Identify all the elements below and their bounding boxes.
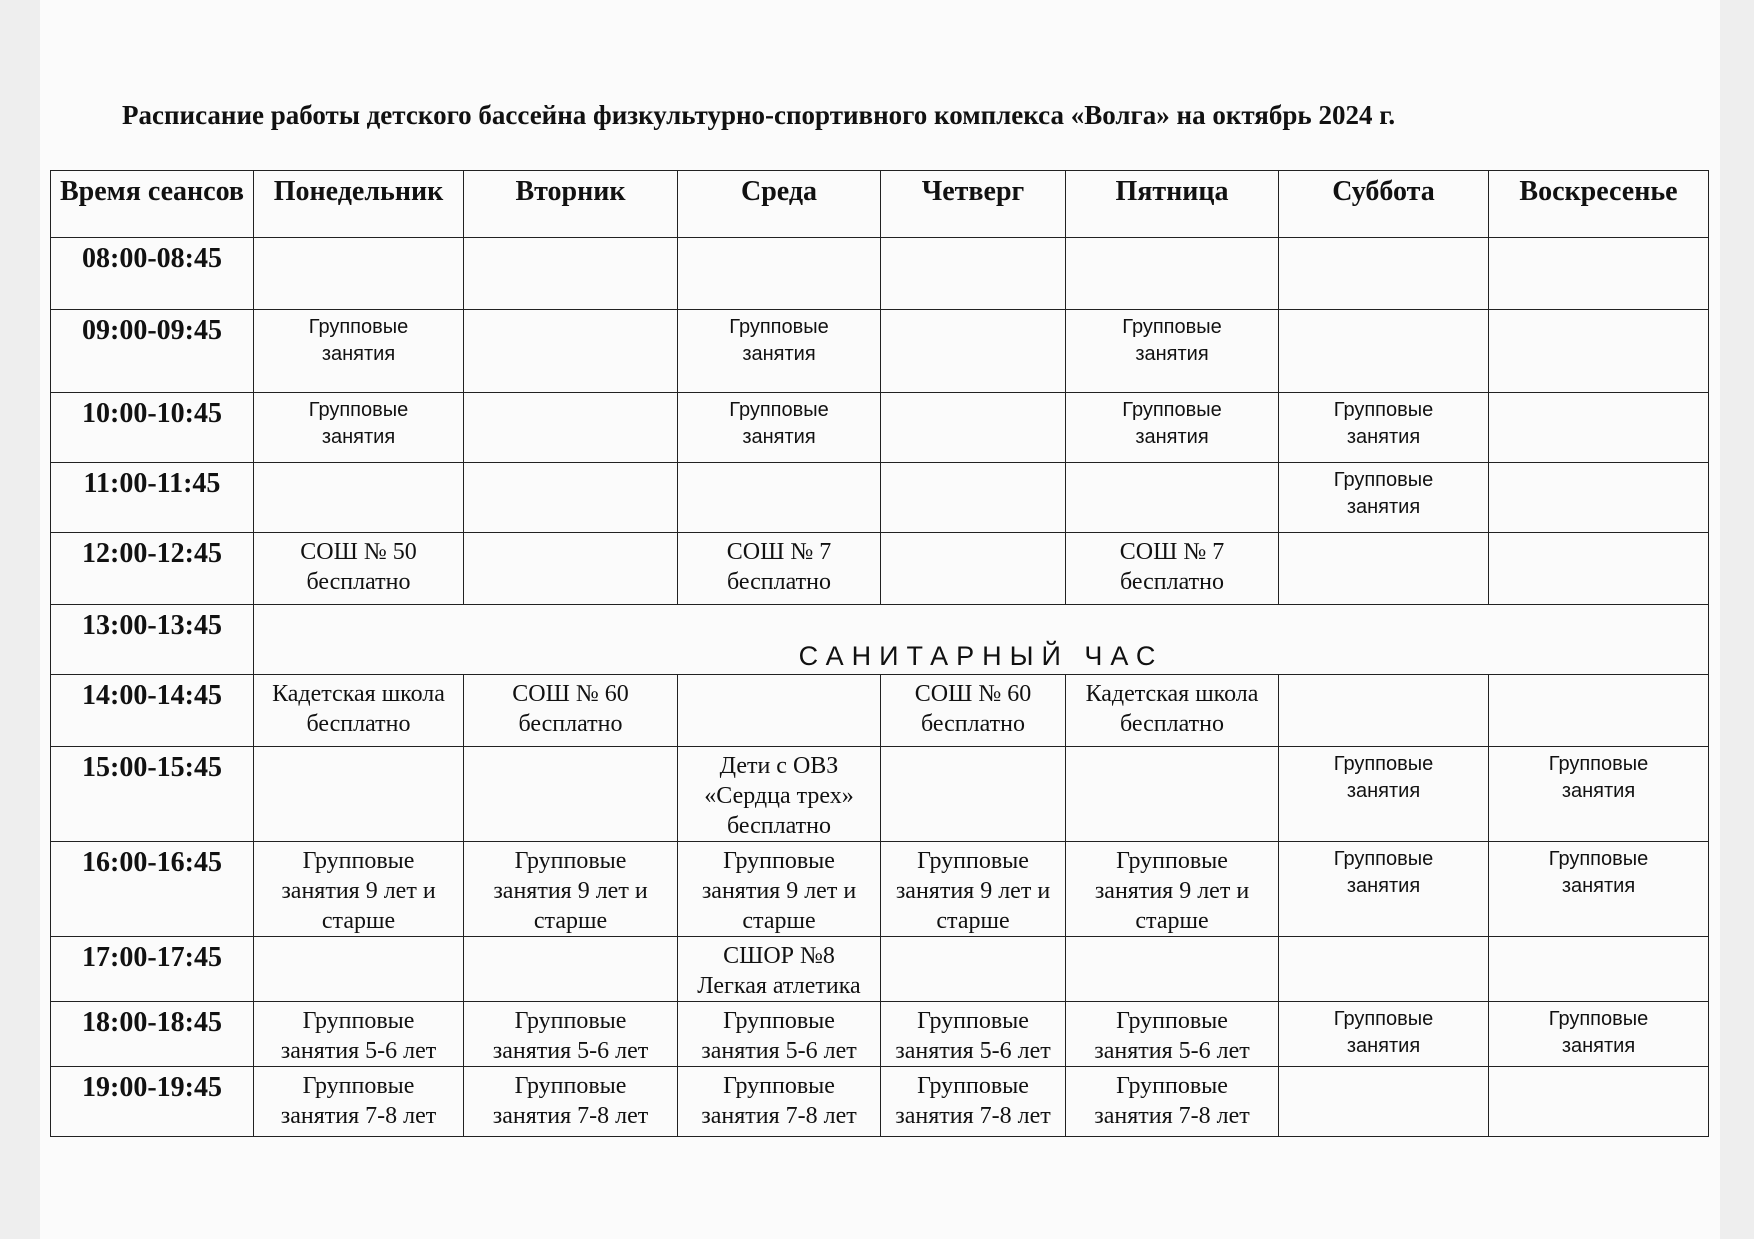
- session-text: Групповые занятия 9 лет и старше: [281, 848, 436, 934]
- schedule-cell: [881, 842, 1066, 937]
- session-text: Групповые занятия 7-8 лет: [280, 1073, 437, 1129]
- schedule-cell: [1066, 1067, 1279, 1137]
- session-text: Групповые занятия: [729, 316, 829, 365]
- table-row: [51, 842, 1709, 937]
- schedule-cell: [1066, 238, 1279, 310]
- schedule-cell: [254, 463, 464, 533]
- table-row: [51, 393, 1709, 463]
- schedule-cell: [678, 238, 881, 310]
- session-text: Групповые занятия 9 лет и старше: [701, 848, 857, 934]
- schedule-cell: [1279, 1002, 1489, 1067]
- sanitary-hour-cell: САНИТАРНЫЙ ЧАС: [254, 605, 1709, 675]
- schedule-cell: [678, 1002, 881, 1067]
- schedule-cell: [678, 675, 881, 747]
- session-text: Групповые занятия: [1548, 753, 1649, 802]
- schedule-cell: [1489, 675, 1709, 747]
- time-cell: 16:00-16:45: [51, 842, 254, 937]
- schedule-cell: [881, 463, 1066, 533]
- session-text: Групповые занятия 5-6 лет: [1094, 1008, 1250, 1064]
- schedule-cell: [1279, 310, 1489, 393]
- table-row: [51, 675, 1709, 747]
- schedule-cell: [1489, 937, 1709, 1002]
- schedule-cell: [1279, 238, 1489, 310]
- schedule-cell: [1489, 238, 1709, 310]
- schedule-cell: [881, 747, 1066, 842]
- schedule-cell: [1279, 463, 1489, 533]
- time-cell: 11:00-11:45: [51, 463, 254, 533]
- session-text: СОШ № 50 бесплатно: [300, 539, 417, 595]
- schedule-cell: [464, 747, 678, 842]
- schedule-cell: [1489, 533, 1709, 605]
- table-row: [51, 747, 1709, 842]
- table-row: [51, 310, 1709, 393]
- schedule-cell: [254, 393, 464, 463]
- schedule-table: [50, 170, 1709, 1137]
- schedule-cell: [1066, 842, 1279, 937]
- schedule-cell: [1489, 393, 1709, 463]
- schedule-cell: [881, 393, 1066, 463]
- session-text: Групповые занятия: [1548, 1008, 1649, 1057]
- header-thursday: Четверг: [881, 171, 1066, 238]
- table-row: [51, 1067, 1709, 1137]
- session-text: Дети с ОВЗ «Сердца трех» бесплатно: [704, 753, 854, 839]
- session-text: Групповые занятия: [1333, 848, 1434, 897]
- header-wednesday: Среда: [678, 171, 881, 238]
- session-text: Групповые занятия 5-6 лет: [701, 1008, 857, 1064]
- schedule-body: [51, 238, 1709, 1137]
- session-text: СШОР №8 Легкая атлетика: [697, 943, 861, 999]
- schedule-cell: [464, 393, 678, 463]
- header-row: [51, 171, 1709, 238]
- schedule-cell: [254, 842, 464, 937]
- session-text: Групповые занятия: [1333, 753, 1434, 802]
- session-text: Групповые занятия: [1333, 1008, 1434, 1057]
- schedule-cell: [464, 1002, 678, 1067]
- schedule-cell: [1489, 1002, 1709, 1067]
- session-text: Групповые занятия: [1333, 399, 1434, 448]
- schedule-cell: [881, 310, 1066, 393]
- schedule-cell: [1279, 533, 1489, 605]
- schedule-cell: [881, 1002, 1066, 1067]
- header-sunday: Воскресенье: [1489, 171, 1709, 238]
- header-tuesday: Вторник: [464, 171, 678, 238]
- schedule-cell: [678, 533, 881, 605]
- time-cell: 17:00-17:45: [51, 937, 254, 1002]
- table-row: [51, 238, 1709, 310]
- schedule-cell: [464, 533, 678, 605]
- schedule-cell: [678, 1067, 881, 1137]
- schedule-cell: [464, 1067, 678, 1137]
- session-text: Групповые занятия 7-8 лет: [895, 1073, 1051, 1129]
- schedule-cell: [1489, 1067, 1709, 1137]
- session-text: Групповые занятия 7-8 лет: [492, 1073, 649, 1129]
- schedule-cell: [881, 238, 1066, 310]
- time-cell: 15:00-15:45: [51, 747, 254, 842]
- schedule-cell: [254, 675, 464, 747]
- schedule-cell: [464, 937, 678, 1002]
- session-text: Групповые занятия: [729, 399, 829, 448]
- schedule-cell: [254, 1002, 464, 1067]
- schedule-cell: [1489, 747, 1709, 842]
- schedule-cell: [1066, 1002, 1279, 1067]
- table-row: [51, 937, 1709, 1002]
- table-row: [51, 605, 1709, 675]
- session-text: СОШ № 7 бесплатно: [726, 539, 832, 595]
- session-text: Кадетская школа бесплатно: [272, 681, 445, 737]
- session-text: Групповые занятия 5-6 лет: [280, 1008, 437, 1064]
- schedule-cell: [1066, 675, 1279, 747]
- header-friday: Пятница: [1066, 171, 1279, 238]
- schedule-cell: [1066, 463, 1279, 533]
- schedule-cell: [464, 463, 678, 533]
- schedule-cell: [1279, 393, 1489, 463]
- schedule-cell: [464, 238, 678, 310]
- time-cell: 08:00-08:45: [51, 238, 254, 310]
- time-cell: 12:00-12:45: [51, 533, 254, 605]
- schedule-cell: [254, 310, 464, 393]
- schedule-cell: [254, 238, 464, 310]
- session-text: СОШ № 7 бесплатно: [1119, 539, 1225, 595]
- session-text: Групповые занятия: [308, 399, 409, 448]
- schedule-cell: [1279, 747, 1489, 842]
- session-text: Групповые занятия: [1122, 316, 1222, 365]
- time-cell: 19:00-19:45: [51, 1067, 254, 1137]
- header-saturday: Суббота: [1279, 171, 1489, 238]
- schedule-cell: [1066, 533, 1279, 605]
- schedule-cell: [464, 310, 678, 393]
- schedule-cell: [678, 747, 881, 842]
- schedule-cell: [1279, 842, 1489, 937]
- schedule-cell: [1279, 937, 1489, 1002]
- time-cell: 09:00-09:45: [51, 310, 254, 393]
- session-text: СОШ № 60 бесплатно: [914, 681, 1032, 737]
- time-cell: 18:00-18:45: [51, 1002, 254, 1067]
- schedule-cell: [1066, 393, 1279, 463]
- header-monday: Понедельник: [254, 171, 464, 238]
- schedule-cell: [1489, 310, 1709, 393]
- session-text: СОШ № 60 бесплатно: [512, 681, 629, 737]
- schedule-cell: [464, 842, 678, 937]
- schedule-cell: [1489, 842, 1709, 937]
- document-title: Расписание работы детского бассейна физкультурно-спортивного комплекса «Волга» на октябрь 2024 г.: [122, 100, 1396, 130]
- schedule-cell: [1066, 747, 1279, 842]
- schedule-cell: [254, 747, 464, 842]
- schedule-cell: [881, 937, 1066, 1002]
- session-text: Групповые занятия 7-8 лет: [1094, 1073, 1250, 1129]
- header-time: Время сеансов: [51, 171, 254, 238]
- schedule-cell: [254, 937, 464, 1002]
- session-text: Групповые занятия: [1333, 469, 1434, 518]
- session-text: Групповые занятия: [1122, 399, 1222, 448]
- schedule-cell: [1279, 675, 1489, 747]
- schedule-cell: [254, 533, 464, 605]
- time-cell: 10:00-10:45: [51, 393, 254, 463]
- session-text: Групповые занятия 5-6 лет: [895, 1008, 1051, 1064]
- schedule-cell: [678, 393, 881, 463]
- schedule-cell: [881, 533, 1066, 605]
- session-text: Групповые занятия 7-8 лет: [701, 1073, 857, 1129]
- schedule-cell: [464, 675, 678, 747]
- schedule-cell: [254, 1067, 464, 1137]
- schedule-cell: [1279, 1067, 1489, 1137]
- session-text: Групповые занятия 9 лет и старше: [1094, 848, 1250, 934]
- session-text: Групповые занятия 9 лет и старше: [895, 848, 1051, 934]
- session-text: Кадетская школа бесплатно: [1085, 681, 1259, 737]
- table-row: [51, 463, 1709, 533]
- schedule-cell: [1066, 937, 1279, 1002]
- session-text: Групповые занятия 5-6 лет: [492, 1008, 649, 1064]
- schedule-cell: [678, 310, 881, 393]
- schedule-cell: [678, 842, 881, 937]
- table-row: [51, 533, 1709, 605]
- schedule-cell: [1066, 310, 1279, 393]
- table-row: [51, 1002, 1709, 1067]
- time-cell: 13:00-13:45: [51, 605, 254, 675]
- schedule-cell: [881, 675, 1066, 747]
- session-text: Групповые занятия: [308, 316, 409, 365]
- session-text: Групповые занятия 9 лет и старше: [493, 848, 648, 934]
- schedule-cell: [1489, 463, 1709, 533]
- schedule-cell: [881, 1067, 1066, 1137]
- session-text: Групповые занятия: [1548, 848, 1649, 897]
- time-cell: 14:00-14:45: [51, 675, 254, 747]
- schedule-cell: [678, 937, 881, 1002]
- schedule-cell: [678, 463, 881, 533]
